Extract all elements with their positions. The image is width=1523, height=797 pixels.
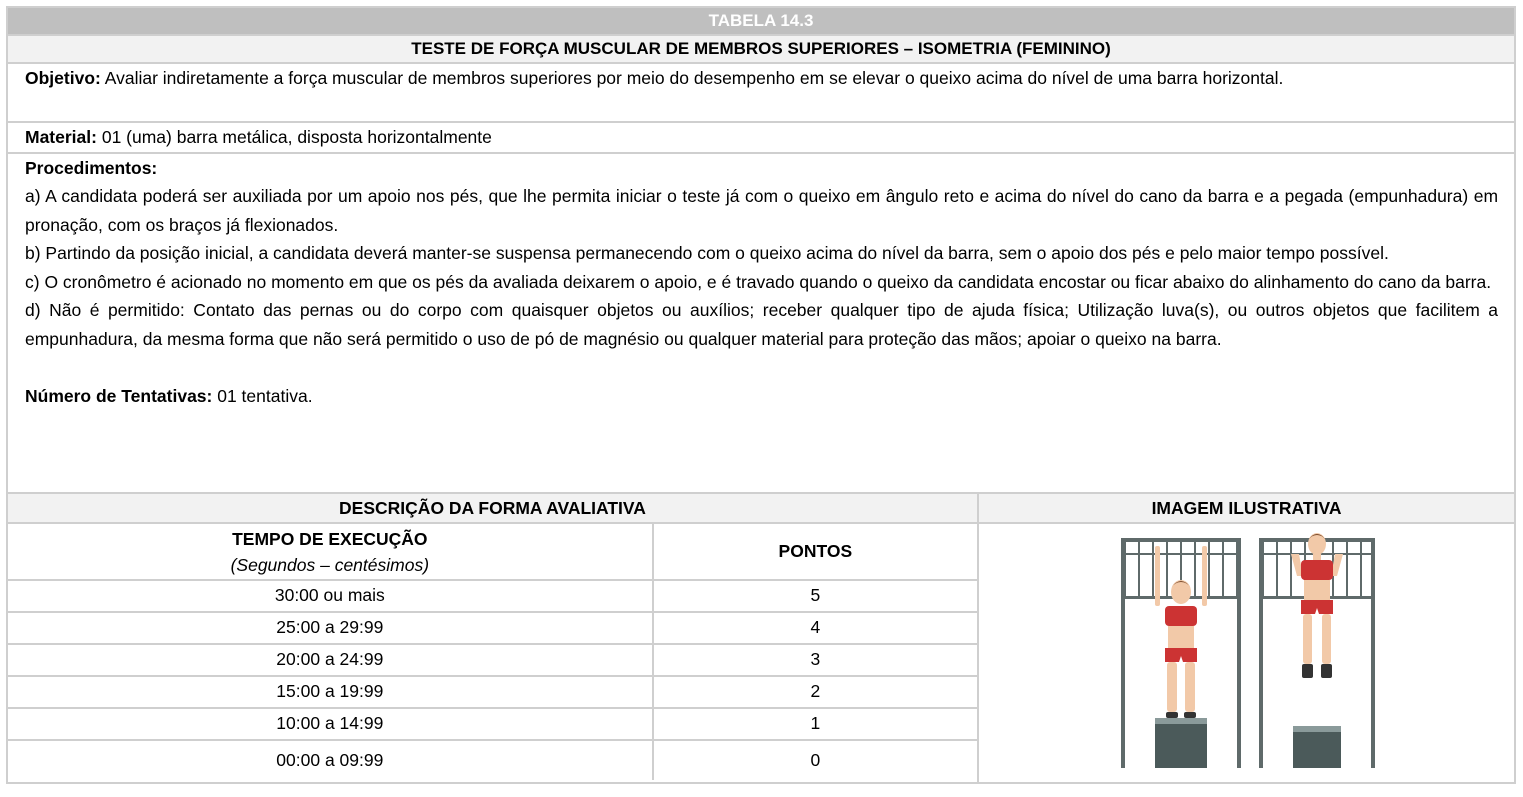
table-row (8, 708, 977, 740)
illustration-cell (978, 523, 1515, 783)
procedimento-item: a) A candidata poderá ser auxiliada por um apoio nos pés, que lhe permita iniciar o teste já com o queixo em ângulo reto e acima do nível do cano da barra e a pegada (empunhadura) em pronação, com os braços já flexionados. (25, 186, 1499, 235)
points-cell: 1 (653, 708, 977, 740)
pull-up-illustration (1117, 530, 1377, 770)
descricao-header: DESCRIÇÃO DA FORMA AVALIATIVA (7, 493, 978, 523)
procedimento-item: c) O cronômetro é acionado no momento em que os pés da avaliada deixarem o apoio, e é travado quando o queixo da candidata encostar ou ficar abaixo do alinhamento do cano da barra. (25, 271, 1492, 292)
test-sheet (6, 6, 1514, 784)
time-header-title: TEMPO DE EXECUÇÃO (232, 529, 428, 549)
time-cell: 20:00 a 24:99 (8, 644, 653, 676)
main-table (6, 6, 1516, 784)
time-cell: 30:00 ou mais (8, 580, 653, 612)
points-cell: 4 (653, 612, 977, 644)
time-cell: 10:00 a 14:99 (8, 708, 653, 740)
procedimentos-label: Procedimentos: (25, 157, 158, 178)
table-row (8, 676, 977, 708)
procedimento-item: b) Partindo da posição inicial, a candidata deverá manter-se suspensa permanecendo com o queixo acima do nível da barra, sem o apoio dos pés e pelo maior tempo possível. (25, 243, 1389, 263)
objetivo-text: Avaliar indiretamente a força muscular de membros superiores por meio do desempenho em se elevar o queixo acima do nível de uma barra horizontal. (100, 68, 1284, 88)
points-cell: 3 (653, 644, 977, 676)
table-row (8, 580, 977, 612)
woman-chin-over-bar-icon (1291, 533, 1343, 678)
points-cell: 5 (653, 580, 977, 612)
table-row (8, 644, 977, 676)
procedimentos-section (7, 153, 1515, 493)
points-cell: 2 (653, 676, 977, 708)
table-row (8, 740, 977, 780)
material-section (7, 122, 1515, 153)
points-column-header: PONTOS (653, 524, 977, 580)
score-cell (7, 523, 978, 783)
table-label: TABELA 14.3 (7, 7, 1515, 35)
time-cell: 25:00 a 29:99 (8, 612, 653, 644)
time-header-unit: (Segundos – centésimos) (230, 555, 430, 575)
material-label: Material: (25, 127, 97, 147)
points-cell: 0 (653, 740, 977, 780)
imagem-header: IMAGEM ILUSTRATIVA (978, 493, 1515, 523)
table-row (8, 612, 977, 644)
material-text: 01 (uma) barra metálica, disposta horizontalmente (96, 127, 492, 147)
test-title: TESTE DE FORÇA MUSCULAR DE MEMBROS SUPERIORES – ISOMETRIA (FEMININO) (7, 35, 1515, 63)
time-cell: 15:00 a 19:99 (8, 676, 653, 708)
tentativas-text: 01 tentativa. (212, 385, 313, 406)
plyo-box-icon (1293, 726, 1341, 768)
tentativas-label: Número de Tentativas: (25, 385, 213, 406)
plyo-box-icon (1155, 718, 1207, 768)
objetivo-section (7, 63, 1515, 122)
procedimento-item: d) Não é permitido: Contato das pernas ou do corpo com quaisquer objetos ou auxílios; receber qualquer tipo de ajuda física; Utilização luva(s), ou outros objetos que facilitem a empunhadura, da mesma forma que não será permitido o uso de pó de magnésio ou qualquer material para proteção das mãos; apoiar o queixo na barra. (25, 300, 1499, 349)
score-table (8, 524, 977, 780)
time-cell: 00:00 a 09:99 (8, 740, 653, 780)
objetivo-label: Objetivo: (25, 68, 101, 88)
time-column-header (8, 524, 653, 580)
